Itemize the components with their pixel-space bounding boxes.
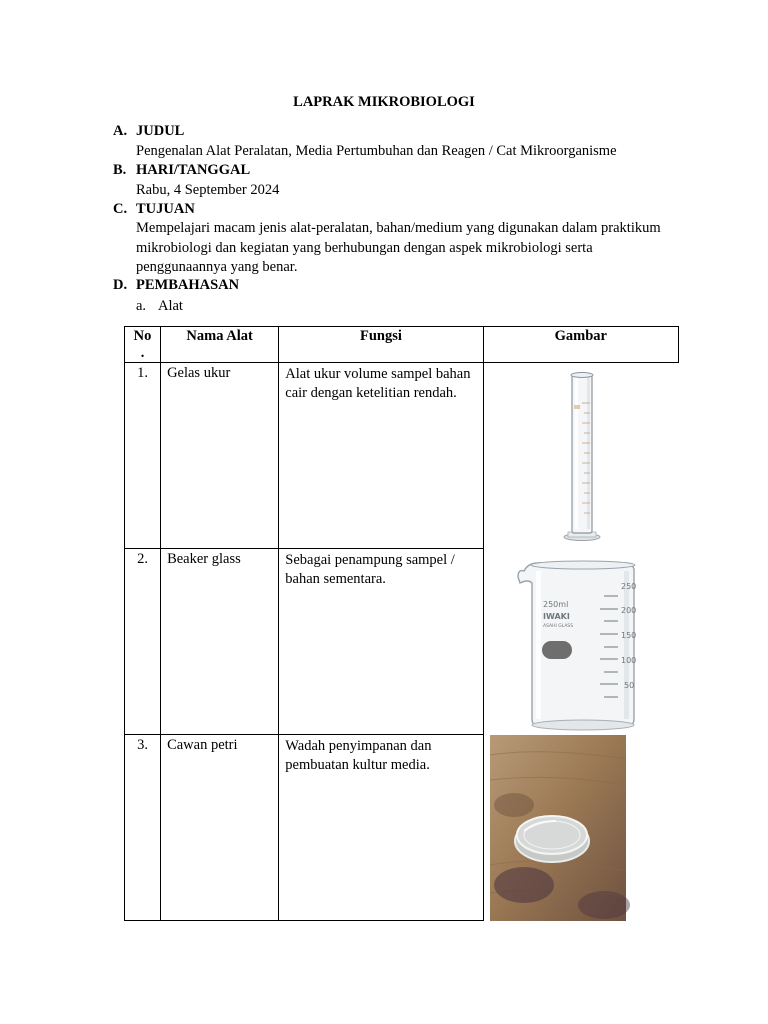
row-fungsi: Sebagai penampung sampel / bahan sementara. <box>279 549 483 735</box>
subsection-text: Alat <box>158 298 183 314</box>
row-gambar <box>483 735 678 921</box>
section-c-body: Mempelajari macam jenis alat-peralatan, bahan/medium yang digunakan dalam praktikum mikrobiologi dan kegiatan yang berhubungan dengan aspek mikrobiologi serta penggunaannya yang benar. <box>136 220 661 275</box>
table-row <box>125 549 679 735</box>
section-c-letter: C. <box>113 201 128 217</box>
header-nama-alat: Nama Alat <box>161 327 279 363</box>
document-title: LAPRAK MIKROBIOLOGI <box>293 94 475 110</box>
row-nama-alat: Gelas ukur <box>161 363 279 549</box>
row-number: 3. <box>125 735 161 921</box>
beaker-brand-label: IWAKI <box>542 612 570 621</box>
section-d-letter: D. <box>113 277 128 293</box>
beaker-glass-image <box>484 549 679 735</box>
section-a-body: Pengenalan Alat Peralatan, Media Pertumbuhan dan Reagen / Cat Mikroorganisme <box>136 143 617 159</box>
row-nama-alat: Cawan petri <box>161 735 279 921</box>
beaker-mark-50: 50 <box>623 681 634 690</box>
row-fungsi: Alat ukur volume sampel bahan cair dengan ketelitian rendah. <box>279 363 483 549</box>
row-gambar <box>483 549 678 735</box>
beaker-material-label: ASAHI GLASS <box>542 624 573 629</box>
section-c-heading: TUJUAN <box>136 201 195 217</box>
row-gambar <box>483 363 678 549</box>
section-a-letter: A. <box>113 123 128 139</box>
section-b-heading: HARI/TANGGAL <box>136 162 251 178</box>
table-row <box>125 363 679 549</box>
graduated-cylinder-image <box>484 363 679 549</box>
header-fungsi: Fungsi <box>279 327 483 363</box>
header-gambar: Gambar <box>483 327 678 363</box>
subsection-label: a. <box>136 298 147 314</box>
table-header-row <box>125 327 679 363</box>
header-no-part2: . <box>140 345 145 361</box>
beaker-mark-150: 150 <box>620 631 636 640</box>
section-b-body: Rabu, 4 September 2024 <box>136 182 280 198</box>
row-number: 2. <box>125 549 161 735</box>
header-no-part1: No <box>133 328 152 344</box>
section-d-heading: PEMBAHASAN <box>136 277 240 293</box>
section-a-heading: JUDUL <box>136 123 185 139</box>
beaker-volume-label: 250ml <box>542 600 568 609</box>
row-number: 1. <box>125 363 161 549</box>
subsection-alat <box>136 298 183 315</box>
header-no <box>125 327 161 363</box>
beaker-mark-200: 200 <box>620 606 636 615</box>
petri-dish-image <box>484 735 679 921</box>
beaker-mark-100: 100 <box>620 656 636 665</box>
section-b-letter: B. <box>113 162 127 178</box>
equipment-table <box>124 326 679 921</box>
table-row <box>125 735 679 921</box>
row-fungsi: Wadah penyimpanan dan pembuatan kultur media. <box>279 735 483 921</box>
row-nama-alat: Beaker glass <box>161 549 279 735</box>
beaker-mark-250: 250 <box>620 582 636 591</box>
